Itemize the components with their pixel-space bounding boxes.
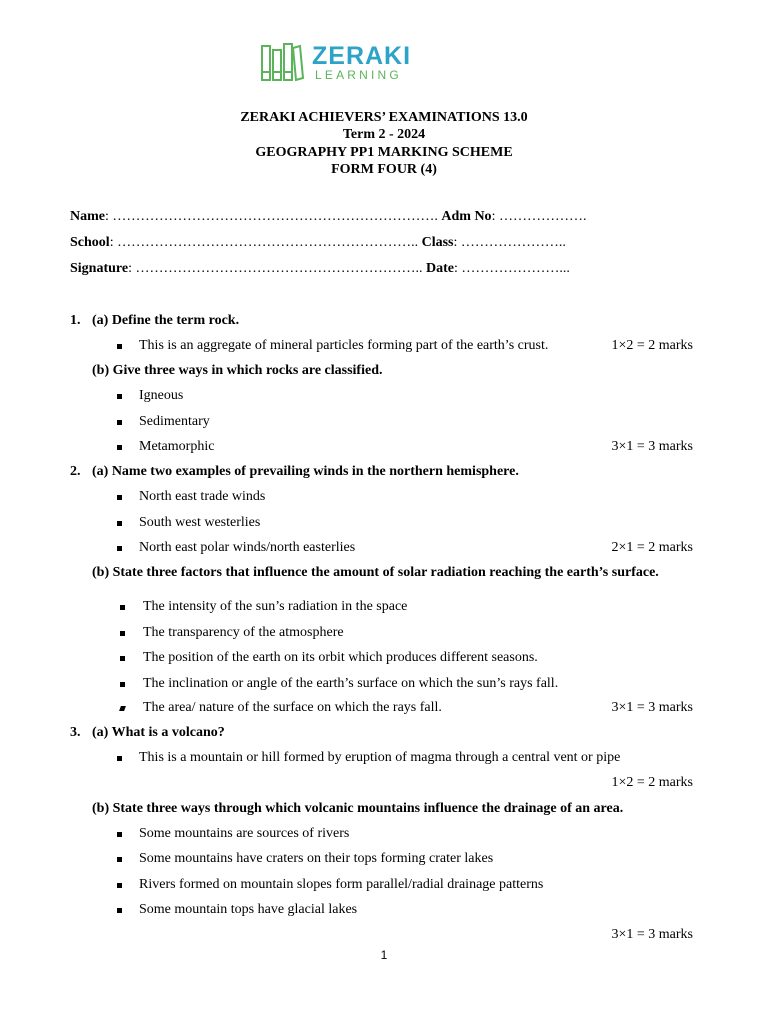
name-field-row bbox=[70, 209, 586, 225]
answer-2a-item: North east trade winds bbox=[139, 489, 266, 504]
logo-subtitle: LEARNING bbox=[315, 68, 402, 82]
header-line-3: GEOGRAPHY PP1 MARKING SCHEME bbox=[255, 144, 513, 160]
books-icon bbox=[260, 42, 304, 84]
class-label: Class bbox=[421, 235, 454, 250]
name-dots[interactable]: : ……………………………………………………………. bbox=[105, 209, 442, 224]
question-1a: (a) Define the term rock. bbox=[92, 313, 240, 328]
bullet-icon bbox=[117, 857, 122, 862]
bullet-icon bbox=[117, 495, 122, 500]
bullet-icon bbox=[120, 605, 125, 610]
adm-dots[interactable]: : ………………. bbox=[491, 209, 587, 224]
marks-2b: 3×1 = 3 marks bbox=[611, 700, 693, 715]
answer-3b-item: Some mountain tops have glacial lakes bbox=[139, 902, 358, 917]
question-3-number: 3. bbox=[70, 725, 81, 740]
marks-1a: 1×2 = 2 marks bbox=[611, 338, 693, 353]
answer-3a: This is a mountain or hill formed by eruption of magma through a central vent or pipe bbox=[139, 750, 621, 765]
answer-2a-item: North east polar winds/north easterlies bbox=[139, 540, 356, 555]
question-1-number: 1. bbox=[70, 313, 81, 328]
header-line-4: FORM FOUR (4) bbox=[331, 161, 437, 177]
signature-label: Signature bbox=[70, 261, 129, 276]
school-dots[interactable]: : ……………………………………………………….. bbox=[109, 235, 422, 250]
bullet-icon bbox=[117, 521, 122, 526]
question-2b: (b) State three factors that influence the amount of solar radiation reaching the earth’s surface. bbox=[92, 565, 659, 580]
bullet-icon bbox=[120, 631, 125, 636]
date-dots[interactable]: : …………………... bbox=[453, 261, 570, 276]
question-3a: (a) What is a volcano? bbox=[92, 725, 225, 740]
page-number: 1 bbox=[380, 948, 388, 962]
signature-field-row bbox=[70, 261, 570, 277]
marks-3a: 1×2 = 2 marks bbox=[611, 775, 693, 790]
school-label: School bbox=[70, 235, 110, 250]
answer-1b-item: Igneous bbox=[139, 388, 184, 403]
answer-3b-item: Some mountains have craters on their tops forming crater lakes bbox=[139, 851, 494, 866]
bullet-icon bbox=[117, 756, 122, 761]
bullet-icon bbox=[117, 908, 122, 913]
question-3b: (b) State three ways through which volcanic mountains influence the drainage of an area. bbox=[92, 801, 624, 816]
answer-1b-item: Metamorphic bbox=[139, 439, 215, 454]
zeraki-logo bbox=[260, 42, 420, 82]
answer-2a-item: South west westerlies bbox=[139, 515, 261, 530]
logo-wordmark: ZERAKI bbox=[312, 42, 412, 70]
exam-header bbox=[0, 109, 768, 178]
marks-1b: 3×1 = 3 marks bbox=[611, 439, 693, 454]
bullet-icon bbox=[117, 832, 122, 837]
marks-2a: 2×1 = 2 marks bbox=[611, 540, 693, 555]
header-line-2: Term 2 - 2024 bbox=[342, 127, 426, 143]
answer-3b-item: Some mountains are sources of rivers bbox=[139, 826, 350, 841]
class-dots[interactable]: : ………………….. bbox=[453, 235, 566, 250]
question-2a: (a) Name two examples of prevailing winds in the northern hemisphere. bbox=[92, 464, 519, 479]
question-2-number: 2. bbox=[70, 464, 81, 479]
name-label: Name bbox=[70, 209, 105, 224]
bullet-icon bbox=[119, 706, 126, 711]
bullet-icon bbox=[117, 394, 122, 399]
header-line-1: ZERAKI ACHIEVERS’ EXAMINATIONS 13.0 bbox=[240, 110, 528, 125]
bullet-icon bbox=[117, 883, 122, 888]
date-label: Date bbox=[425, 261, 454, 276]
adm-label: Adm No bbox=[441, 209, 492, 224]
answer-2b-item: The area/ nature of the surface on which the rays fall. bbox=[143, 700, 442, 715]
answer-2b-item: The transparency of the atmosphere bbox=[143, 625, 344, 640]
bullet-icon bbox=[117, 445, 122, 450]
bullet-icon bbox=[117, 344, 122, 349]
answer-2b-item: The position of the earth on its orbit which produces different seasons. bbox=[143, 650, 538, 665]
school-field-row bbox=[70, 235, 566, 251]
signature-dots[interactable]: : …………………………………………………….. bbox=[128, 261, 426, 276]
answer-1a: This is an aggregate of mineral particles forming part of the earth’s crust. bbox=[139, 338, 549, 353]
bullet-icon bbox=[120, 682, 125, 687]
question-1b: (b) Give three ways in which rocks are classified. bbox=[92, 363, 383, 378]
answer-2b-item: The intensity of the sun’s radiation in the space bbox=[143, 599, 408, 614]
marks-3b: 3×1 = 3 marks bbox=[611, 927, 693, 942]
answer-2b-item: The inclination or angle of the earth’s surface on which the sun’s rays fall. bbox=[143, 676, 559, 691]
bullet-icon bbox=[120, 656, 125, 661]
bullet-icon bbox=[117, 420, 122, 425]
answer-1b-item: Sedimentary bbox=[139, 414, 210, 429]
answer-3b-item: Rivers formed on mountain slopes form parallel/radial drainage patterns bbox=[139, 877, 544, 892]
bullet-icon bbox=[117, 546, 122, 551]
